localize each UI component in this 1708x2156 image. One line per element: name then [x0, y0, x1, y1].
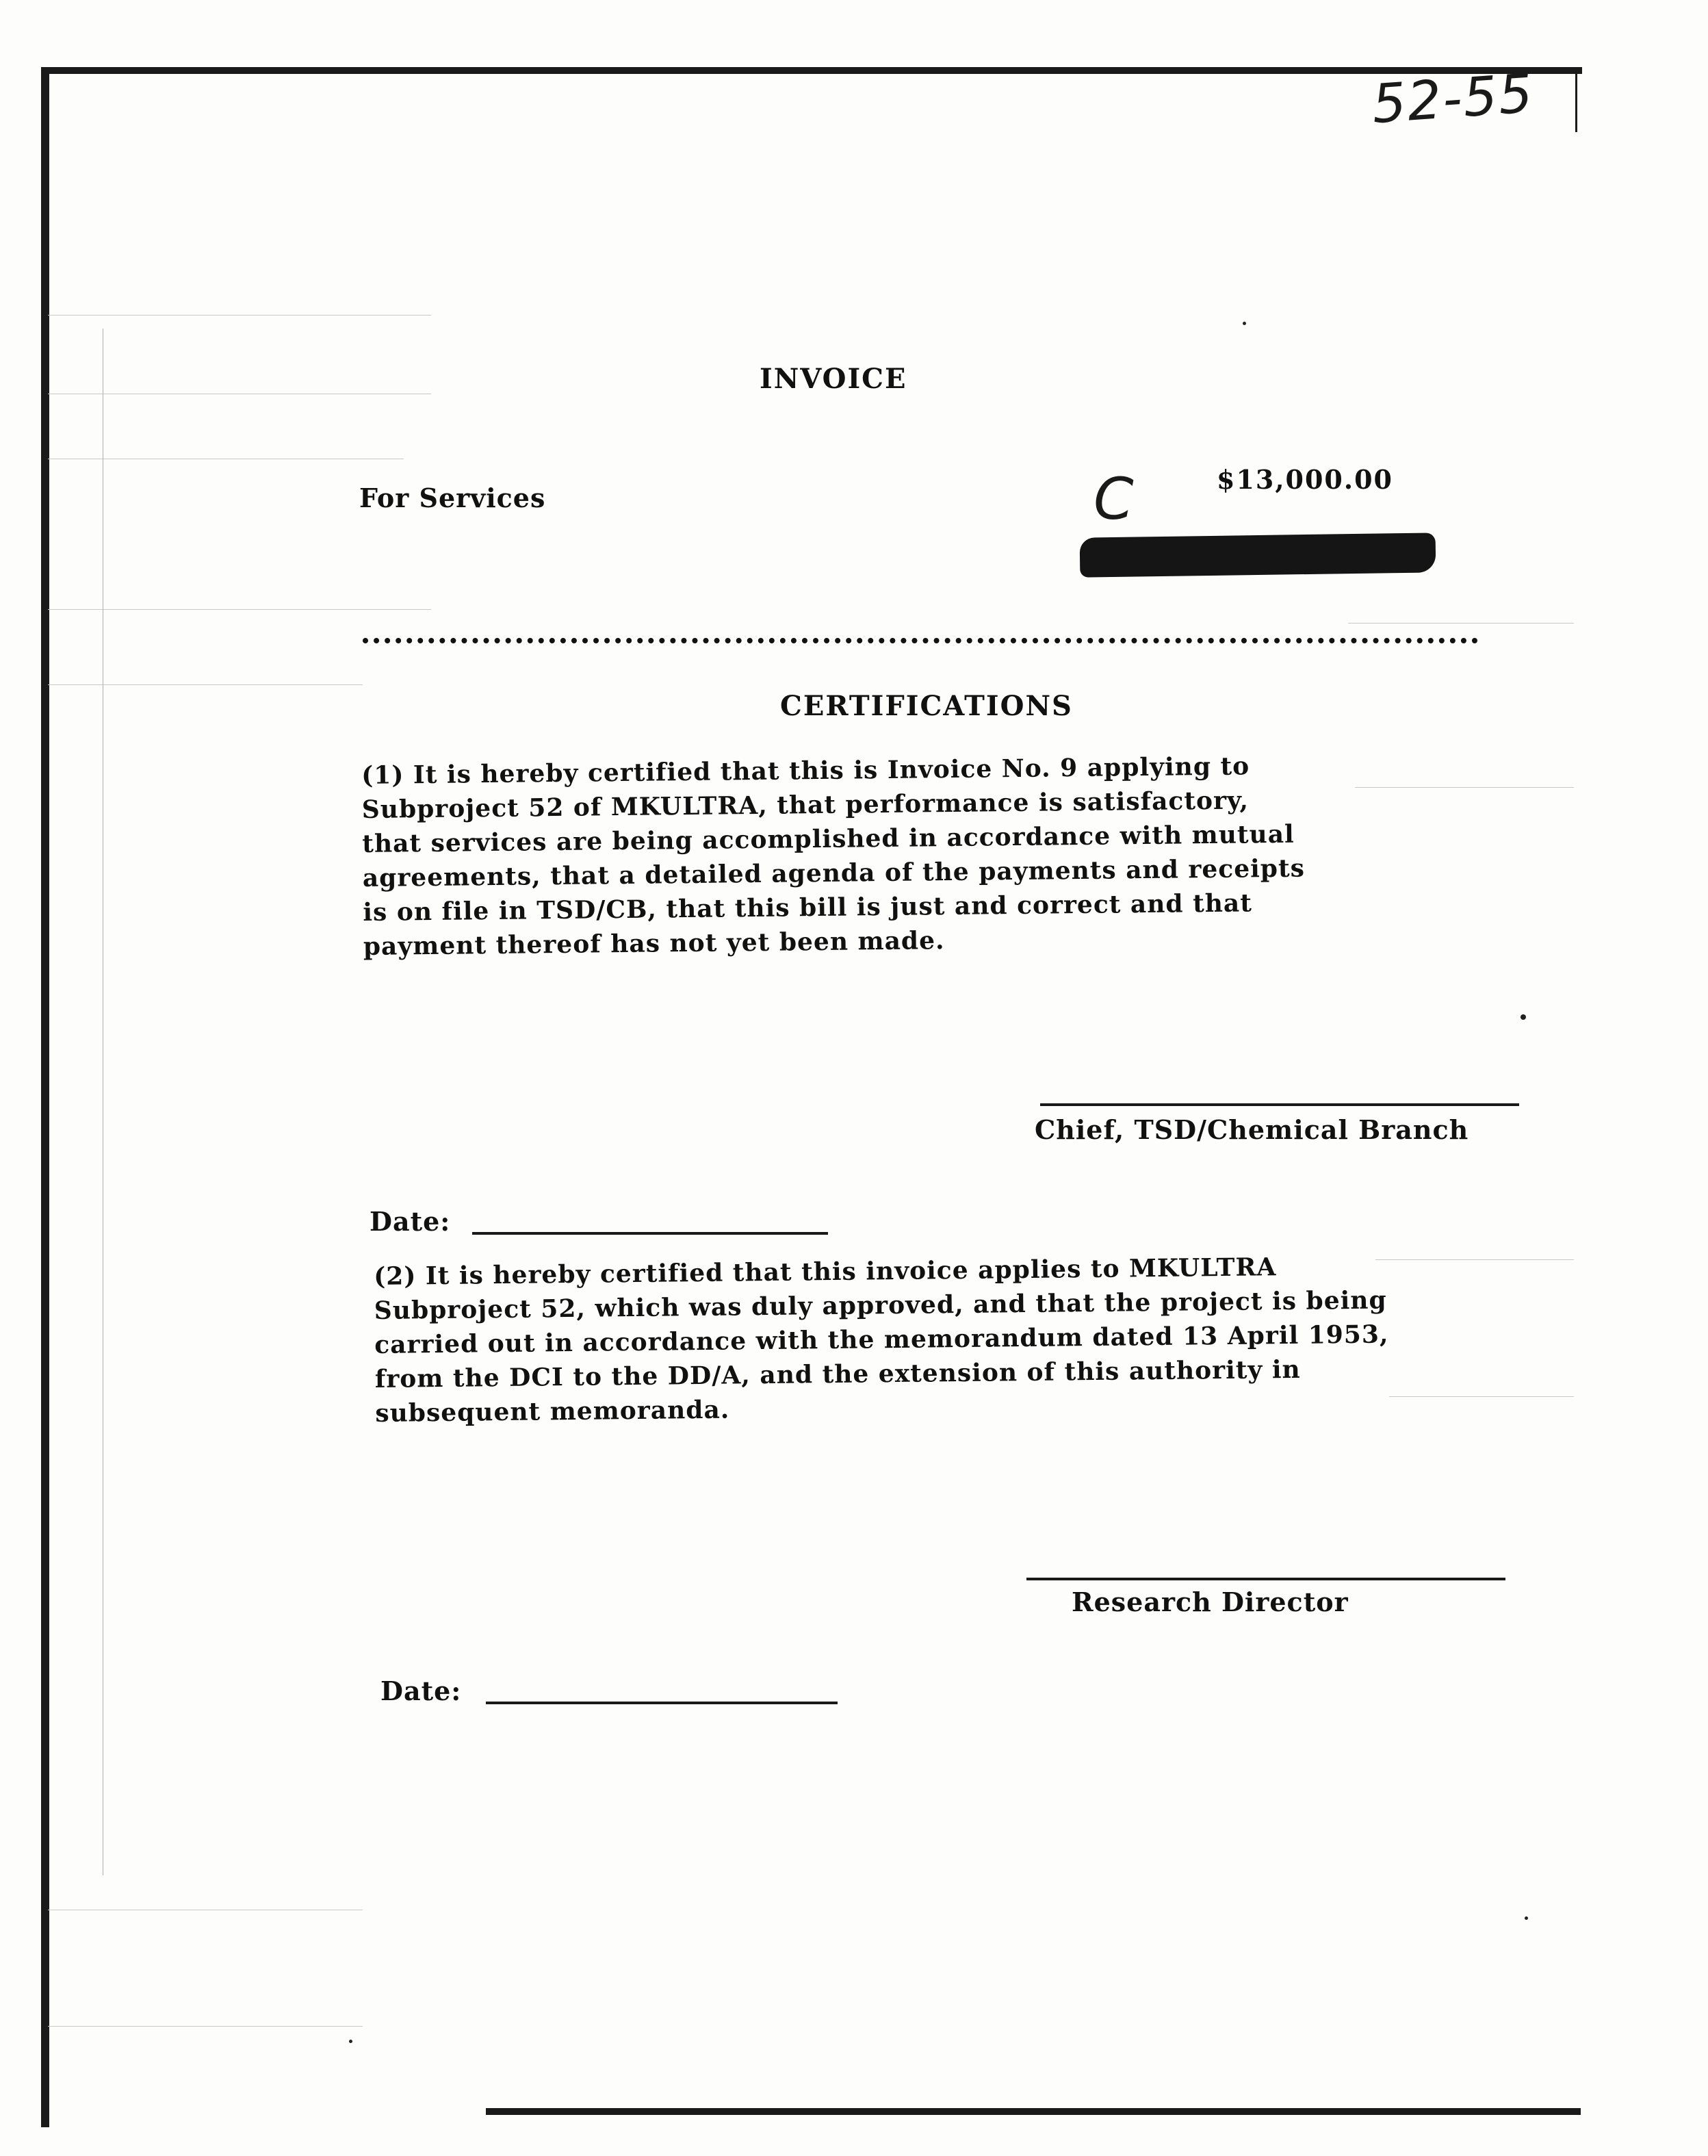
scan-artifact-line [48, 2026, 363, 2027]
signature-title-chief: Chief, TSD/Chemical Branch [1035, 1114, 1469, 1145]
paragraph-line: is on file in TSD/CB, that this bill is just and correct and that [363, 888, 1253, 927]
handwritten-file-number: 52-55 [1370, 62, 1536, 136]
scan-artifact-line [1348, 623, 1574, 624]
services-label: For Services [359, 483, 546, 513]
scan-artifact-line [48, 684, 363, 685]
scan-speck [349, 2040, 352, 2043]
signature-line-chief [1040, 1103, 1519, 1106]
scan-artifact-line [48, 609, 431, 610]
scan-speck [1521, 1014, 1526, 1020]
paragraph-line: subsequent memoranda. [375, 1395, 730, 1428]
paragraph-line: from the DCI to the DD/A, and the extension of this authority in [374, 1355, 1301, 1394]
handwritten-mark: C [1094, 465, 1134, 532]
date-label-2: Date: [380, 1676, 462, 1706]
scan-border-bottom [486, 2108, 1581, 2115]
scan-artifact-line [48, 315, 431, 316]
invoice-title: INVOICE [760, 363, 907, 395]
paragraph-line: carried out in accordance with the memorandum dated 13 April 1953, [374, 1320, 1389, 1359]
date-line-2 [486, 1702, 838, 1704]
date-label-1: Date: [370, 1206, 451, 1237]
redaction-block [1080, 532, 1436, 577]
section-divider [363, 638, 1478, 643]
signature-line-research-director [1026, 1578, 1505, 1580]
certifications-title: CERTIFICATIONS [780, 690, 1073, 722]
scan-speck [1243, 322, 1246, 325]
paragraph-line: (2) It is hereby certified that this invoice applies to MKULTRA [374, 1253, 1277, 1291]
paragraph-line: Subproject 52 of MKULTRA, that performance is satisfactory, [361, 786, 1250, 824]
scan-border-top [42, 67, 1582, 74]
invoice-amount: $13,000.00 [1217, 464, 1393, 495]
scan-border-left [41, 67, 49, 2127]
paragraph-line: that services are being accomplished in accordance with mutual [362, 819, 1295, 858]
signature-title-research-director: Research Director [1072, 1587, 1349, 1617]
certification-paragraph-1 [361, 747, 1431, 964]
date-line-1 [472, 1232, 828, 1235]
paragraph-line: Subproject 52, which was duly approved, and that the project is being [374, 1285, 1387, 1325]
certification-paragraph-2 [374, 1248, 1498, 1430]
paragraph-line: (1) It is hereby certified that this is Invoice No. 9 applying to [361, 752, 1250, 790]
scan-border-right [1575, 67, 1577, 132]
paragraph-line: payment thereof has not yet been made. [363, 926, 945, 961]
paragraph-line: agreements, that a detailed agenda of the payments and receipts [362, 854, 1306, 893]
scan-speck [1525, 1916, 1528, 1920]
